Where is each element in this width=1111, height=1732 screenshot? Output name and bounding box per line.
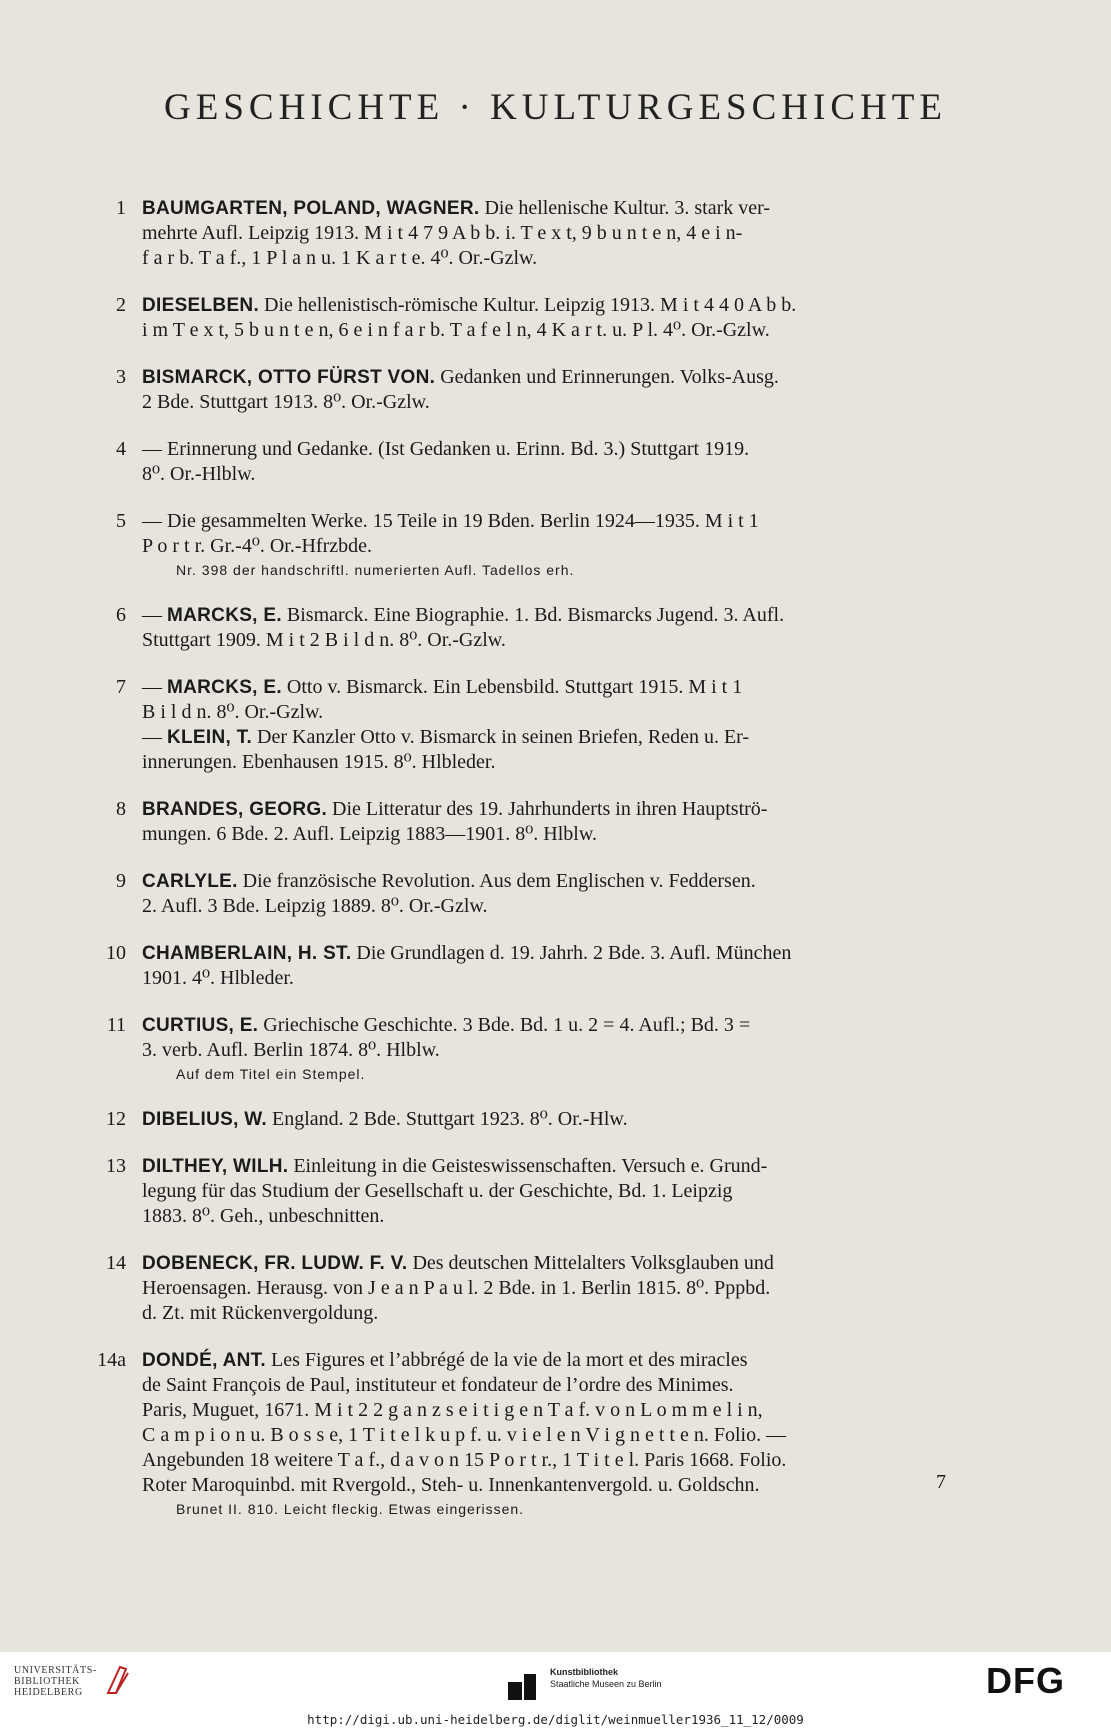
entry-text: 2. Aufl. 3 Bde. Leipzig 1889. 8⁰. Or.-Gzlw.: [142, 895, 488, 917]
entry-number: 14a: [97, 1349, 126, 1371]
entry-line: [142, 1473, 960, 1498]
entry-number: 4: [116, 438, 126, 460]
entry-body: [142, 509, 960, 581]
entry-text: 1883. 8⁰. Geh., unbeschnitten.: [142, 1205, 385, 1227]
entry-text: Paris, Muguet, 1671. M i t 2 2 g a n z s e i t i g e n T a f. v o n L o m m e l i n,: [142, 1399, 763, 1421]
entry-line: [142, 869, 960, 894]
entry-line: [142, 1301, 960, 1326]
entry-line: [142, 246, 960, 271]
kunstbibliothek-emblem-icon: [508, 1672, 538, 1702]
entry-text: C a m p i o n u. B o s s e, 1 T i t e l k u p f. u. v i e l e n V i g n e t t e n. Folio. —: [142, 1424, 787, 1446]
entry-body: [142, 365, 960, 415]
entry-author: MARCKS, E.: [167, 677, 282, 698]
entry-text: 2 Bde. Stuttgart 1913. 8⁰. Or.-Gzlw.: [142, 391, 430, 413]
catalog-entry: [92, 941, 960, 991]
entry-line: [142, 966, 960, 991]
entry-line: [142, 628, 960, 653]
entry-line: [142, 1013, 960, 1038]
entry-text: Die hellenistisch-römische Kultur. Leipzig 1913. M i t 4 4 0 A b b.: [259, 294, 797, 316]
entry-text: Roter Maroquinbd. mit Rvergold., Steh- u. Innenkantenvergold. u. Goldschn.: [142, 1474, 760, 1496]
entry-number: 7: [116, 676, 126, 698]
entry-text: B i l d n. 8⁰. Or.-Gzlw.: [142, 701, 324, 723]
entry-text: Bismarck. Eine Biographie. 1. Bd. Bismarcks Jugend. 3. Aufl.: [281, 604, 785, 626]
entry-body: [142, 1348, 960, 1520]
entry-line: [142, 675, 960, 700]
entry-number: 5: [116, 510, 126, 532]
footer-bar: [0, 1652, 1111, 1710]
entry-text: de Saint François de Paul, instituteur et fondateur de l’ordre des Minimes.: [142, 1374, 734, 1396]
entry-author: DIBELIUS, W.: [142, 1109, 267, 1130]
entry-text: Die hellenische Kultur. 3. stark ver-: [479, 197, 771, 219]
entry-author: BISMARCK, OTTO FÜRST VON.: [142, 367, 436, 388]
entry-text: 3. verb. Aufl. Berlin 1874. 8⁰. Hlblw.: [142, 1039, 440, 1061]
entry-text: P o r t r. Gr.-4⁰. Or.-Hfrzbde.: [142, 535, 373, 557]
entry-text: Die Litteratur des 19. Jahrhunderts in ihren Hauptströ-: [327, 798, 768, 820]
entry-body: [142, 603, 960, 653]
entry-line: [142, 390, 960, 415]
entry-number: 12: [106, 1108, 126, 1130]
entry-note: Auf dem Titel ein Stempel.: [176, 1066, 366, 1082]
entry-text: f a r b. T a f., 1 P l a n u. 1 K a r t e. 4⁰. Or.-Gzlw.: [142, 247, 538, 269]
entry-author: KLEIN, T.: [167, 727, 253, 748]
entry-body: [142, 1107, 960, 1132]
catalog-entry: [92, 1107, 960, 1132]
entry-number: 3: [116, 366, 126, 388]
entry-line: [142, 196, 960, 221]
entry-number: 6: [116, 604, 126, 626]
entry-text: Des deutschen Mittelalters Volksglauben und: [407, 1252, 774, 1274]
entry-line: [142, 509, 960, 534]
entry-text: Griechische Geschichte. 3 Bde. Bd. 1 u. 2 = 4. Aufl.; Bd. 3 =: [258, 1014, 751, 1036]
page-heading: GESCHICHTE · KULTURGESCHICHTE: [164, 87, 947, 128]
entry-text: 1901. 4⁰. Hlbleder.: [142, 967, 294, 989]
entry-line: [142, 1423, 960, 1448]
entry-body: [142, 1154, 960, 1229]
entry-line: [142, 1179, 960, 1204]
entry-line: [142, 894, 960, 919]
entry-author: DIESELBEN.: [142, 295, 260, 316]
entry-author: DILTHEY, WILH.: [142, 1156, 289, 1177]
entry-number: 2: [116, 294, 126, 316]
entry-body: [142, 196, 960, 271]
entry-text: mungen. 6 Bde. 2. Aufl. Leipzig 1883—1901. 8⁰. Hlblw.: [142, 823, 598, 845]
catalog-entry: [92, 1013, 960, 1085]
catalog-entry: [92, 1348, 960, 1520]
entry-line: [142, 318, 960, 343]
entry-body: [142, 869, 960, 919]
entry-text: d. Zt. mit Rückenvergoldung.: [142, 1302, 379, 1324]
entry-body: [142, 437, 960, 487]
entry-line: [142, 1251, 960, 1276]
entry-line: [142, 1398, 960, 1423]
ub-logo-line: BIBLIOTHEK: [14, 1676, 80, 1687]
entry-author: CHAMBERLAIN, H. ST.: [142, 943, 352, 964]
entry-line: [142, 1154, 960, 1179]
entry-line: [142, 941, 960, 966]
entry-text: mehrte Aufl. Leipzig 1913. M i t 4 7 9 A b b. i. T e x t, 9 b u n t e n, 4 e i n-: [142, 222, 743, 244]
entry-line: [142, 221, 960, 246]
entry-dash: —: [142, 604, 167, 626]
catalog-entry: [92, 437, 960, 487]
entry-line: [142, 365, 960, 390]
entry-body: [142, 797, 960, 847]
entry-text: 8⁰. Or.-Hlblw.: [142, 463, 256, 485]
catalog-entry: [92, 603, 960, 653]
kunstbibliothek-name: Kunstbibliothek: [550, 1667, 618, 1677]
entry-text: Die französische Revolution. Aus dem Englischen v. Feddersen.: [237, 870, 756, 892]
entry-body: [142, 293, 960, 343]
entry-text: Die Grundlagen d. 19. Jahrh. 2 Bde. 3. Aufl. München: [351, 942, 792, 964]
entry-dash: —: [142, 676, 167, 698]
entry-text: Einleitung in die Geisteswissenschaften. Versuch e. Grund-: [288, 1155, 768, 1177]
entry-text: innerungen. Ebenhausen 1915. 8⁰. Hlbleder.: [142, 751, 496, 773]
entry-author: DOBENECK, FR. LUDW. F. V.: [142, 1253, 408, 1274]
entry-author: CARLYLE.: [142, 871, 238, 892]
ub-heidelberg-logo[interactable]: [14, 1665, 97, 1698]
entry-body: [142, 941, 960, 991]
catalog-entry: [92, 365, 960, 415]
entry-line: [142, 1448, 960, 1473]
source-url[interactable]: http://digi.ub.uni-heidelberg.de/diglit/weinmueller1936_11_12/0009: [307, 1712, 804, 1727]
catalog-list: [92, 196, 960, 1542]
entry-line: [142, 1348, 960, 1373]
catalog-entry: [92, 869, 960, 919]
entry-text: — Erinnerung und Gedanke. (Ist Gedanken u. Erinn. Bd. 3.) Stuttgart 1919.: [142, 438, 750, 460]
dfg-logo[interactable]: DFG: [986, 1660, 1065, 1701]
entry-author: BRANDES, GEORG.: [142, 799, 328, 820]
entry-text: Der Kanzler Otto v. Bismarck in seinen Briefen, Reden u. Er-: [252, 726, 750, 748]
kunstbibliothek-subtitle: Staatliche Museen zu Berlin: [550, 1679, 662, 1689]
entry-number: 10: [106, 942, 126, 964]
entry-text: Otto v. Bismarck. Ein Lebensbild. Stuttgart 1915. M i t 1: [281, 676, 743, 698]
entry-line: [142, 1276, 960, 1301]
entry-line: [142, 822, 960, 847]
entry-line: [142, 700, 960, 725]
entry-text: Les Figures et l’abbrégé de la vie de la mort et des miracles: [266, 1349, 748, 1371]
catalog-entry: [92, 293, 960, 343]
entry-dash: —: [142, 726, 167, 748]
entry-line: [142, 462, 960, 487]
catalog-entry: [92, 1154, 960, 1229]
entry-number: 13: [106, 1155, 126, 1177]
entry-line: [142, 797, 960, 822]
catalog-entry: [92, 509, 960, 581]
entry-line: [142, 293, 960, 318]
entry-line: [142, 1373, 960, 1398]
entry-author: CURTIUS, E.: [142, 1015, 259, 1036]
entry-note: Nr. 398 der handschriftl. numerierten Aufl. Tadellos erh.: [176, 562, 575, 578]
entry-line: [142, 1107, 960, 1132]
entry-number: 14: [106, 1252, 126, 1274]
entry-text: Angebunden 18 weitere T a f., d a v o n 15 P o r t r., 1 T i t e l. Paris 1668. Folio.: [142, 1449, 787, 1471]
entry-line: [142, 725, 960, 750]
catalog-entry: [92, 1251, 960, 1326]
ub-logo-line: HEIDELBERG: [14, 1687, 83, 1698]
entry-body: [142, 1013, 960, 1085]
entry-text: Heroensagen. Herausg. von J e a n P a u l. 2 Bde. in 1. Berlin 1815. 8⁰. Pppbd.: [142, 1277, 771, 1299]
entry-line: [142, 750, 960, 775]
entry-line: [142, 437, 960, 462]
entry-author: MARCKS, E.: [167, 605, 282, 626]
catalog-entry: [92, 675, 960, 775]
entry-number: 9: [116, 870, 126, 892]
entry-text: Stuttgart 1909. M i t 2 B i l d n. 8⁰. Or.-Gzlw.: [142, 629, 506, 651]
entry-line: [142, 603, 960, 628]
page-number: 7: [936, 1471, 946, 1493]
entry-text: England. 2 Bde. Stuttgart 1923. 8⁰. Or.-Hlw.: [267, 1108, 628, 1130]
entry-number: 1: [116, 197, 126, 219]
entry-body: [142, 675, 960, 775]
catalog-entry: [92, 797, 960, 847]
entry-text: — Die gesammelten Werke. 15 Teile in 19 Bden. Berlin 1924—1935. M i t 1: [142, 510, 759, 532]
entry-number: 11: [106, 1014, 126, 1036]
entry-text: legung für das Studium der Gesellschaft u. der Geschichte, Bd. 1. Leipzig: [142, 1180, 733, 1202]
entry-text: i m T e x t, 5 b u n t e n, 6 e i n f a r b. T a f e l n, 4 K a r t. u. P l. 4⁰. Or.-Gzlw.: [142, 319, 770, 341]
entry-note: Brunet II. 810. Leicht fleckig. Etwas eingerissen.: [176, 1501, 525, 1517]
entry-body: [142, 1251, 960, 1326]
ub-logo-line: UNIVERSITÄTS-: [14, 1665, 97, 1676]
entry-line: [142, 534, 960, 559]
entry-author: BAUMGARTEN, POLAND, WAGNER.: [142, 198, 480, 219]
entry-author: DONDÉ, ANT.: [142, 1350, 266, 1371]
ub-emblem-icon: [104, 1663, 130, 1699]
entry-number: 8: [116, 798, 126, 820]
entry-text: Gedanken und Erinnerungen. Volks-Ausg.: [435, 366, 779, 388]
catalog-entry: [92, 196, 960, 271]
entry-line: [142, 1204, 960, 1229]
entry-line: [142, 1038, 960, 1063]
